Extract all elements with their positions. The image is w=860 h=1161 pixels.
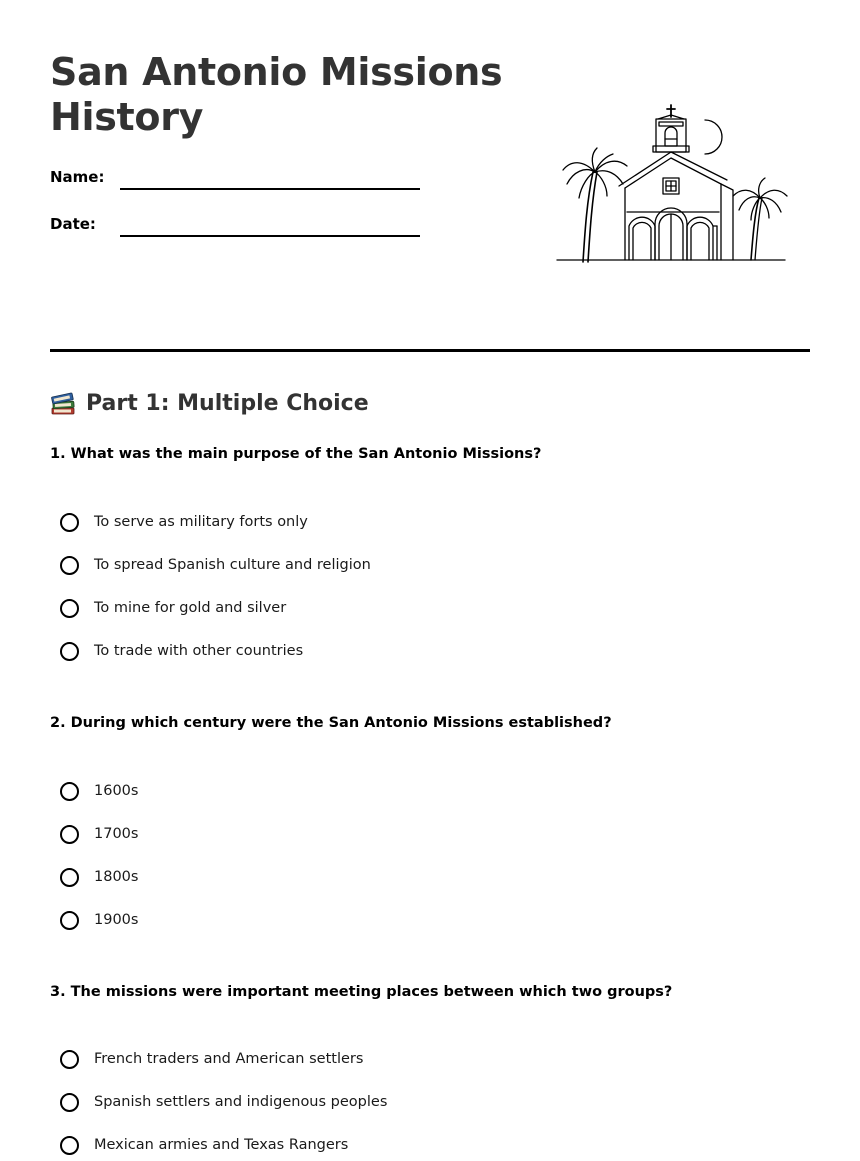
section-title-text: Part 1: Multiple Choice (86, 391, 369, 416)
question-3-option-a[interactable] (60, 1046, 363, 1072)
radio-button[interactable] (60, 825, 79, 844)
radio-button[interactable] (60, 868, 79, 887)
question-3-option-b[interactable] (60, 1089, 387, 1115)
books-icon (50, 391, 76, 417)
question-2-option-c[interactable] (60, 864, 138, 890)
radio-button[interactable] (60, 642, 79, 661)
question-2-option-a[interactable] (60, 778, 138, 804)
option-label: 1900s (94, 912, 139, 928)
radio-button[interactable] (60, 1050, 79, 1069)
date-label: Date: (50, 215, 96, 233)
question-2-option-b[interactable] (60, 821, 138, 847)
date-input-line[interactable] (120, 235, 420, 237)
option-label: To serve as military forts only (94, 514, 308, 530)
name-field (50, 160, 420, 190)
question-1-option-d[interactable] (60, 638, 303, 664)
question-1: 1. What was the main purpose of the San Antonio Missions? (50, 446, 542, 462)
question-3-option-c[interactable] (60, 1132, 348, 1158)
question-1-option-c[interactable] (60, 595, 286, 621)
header-divider (50, 349, 810, 352)
option-label: To trade with other countries (94, 643, 304, 659)
name-input-line[interactable] (120, 188, 420, 190)
date-field (50, 207, 420, 237)
question-1-option-a[interactable] (60, 509, 308, 535)
question-1-option-b[interactable] (60, 552, 371, 578)
radio-button[interactable] (60, 556, 79, 575)
option-label: 1800s (94, 869, 139, 885)
question-3: 3. The missions were important meeting places between which two groups? (50, 984, 673, 1000)
radio-button[interactable] (60, 911, 79, 930)
page-title (50, 50, 530, 140)
page-title-line-2: History (50, 95, 204, 139)
section-title-part-1 (50, 388, 369, 420)
mission-church-illustration (555, 100, 790, 270)
question-2: 2. During which century were the San Antonio Missions established? (50, 715, 612, 731)
worksheet-page (50, 0, 810, 1161)
radio-button[interactable] (60, 599, 79, 618)
radio-button[interactable] (60, 782, 79, 801)
option-label: To mine for gold and silver (94, 600, 287, 616)
page-title-line-1: San Antonio Missions (50, 50, 503, 94)
option-label: To spread Spanish culture and religion (94, 557, 371, 573)
question-2-option-d[interactable] (60, 907, 138, 933)
option-label: 1700s (94, 826, 139, 842)
option-label: Mexican armies and Texas Rangers (94, 1137, 349, 1153)
option-label: Spanish settlers and indigenous peoples (94, 1094, 388, 1110)
radio-button[interactable] (60, 513, 79, 532)
option-label: 1600s (94, 783, 139, 799)
radio-button[interactable] (60, 1136, 79, 1155)
radio-button[interactable] (60, 1093, 79, 1112)
name-label: Name: (50, 168, 105, 186)
option-label: French traders and American settlers (94, 1051, 364, 1067)
